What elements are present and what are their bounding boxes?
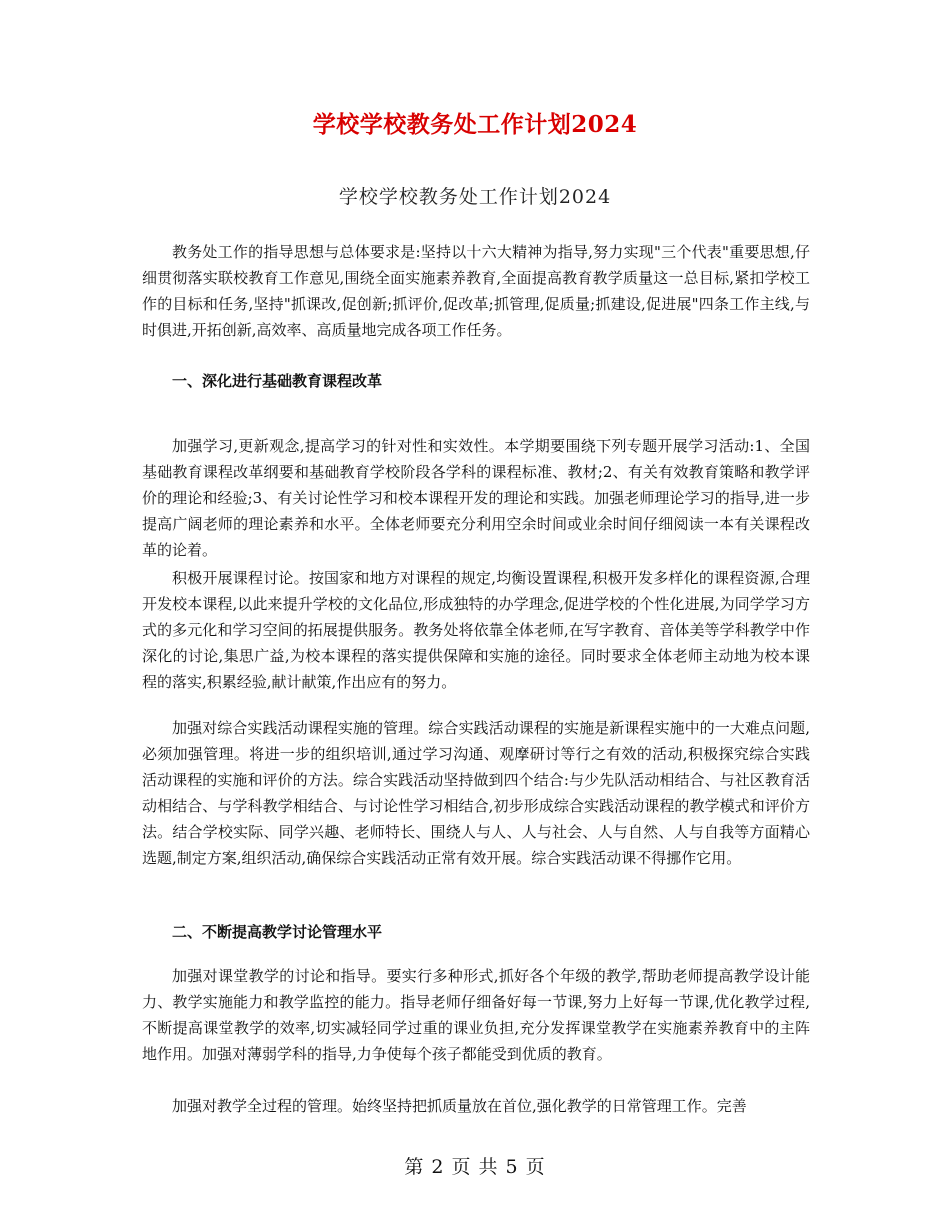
section-heading-1: 一、深化进行基础教育课程改革: [172, 372, 383, 390]
body-paragraph: 积极开展课程讨论。按国家和地方对课程的规定,均衡设置课程,积极开发多样化的课程资源,合理开发校本课程,以此来提升学校的文化品位,形成独特的办学理念,促进学校的个性化进展,为同学学习方式的多元化和学习空间的拓展提供服务。教务处将依靠全体老师,在写字教育、音体美等学科教学中作深化的讨论,集思广益,为校本课程的落实提供保障和实施的途径。同时要求全体老师主动地为校本课程的落实,积累经验,献计献策,作出应有的努力。: [142, 569, 810, 691]
section2-paragraph-2-block: [142, 1093, 810, 1119]
section1-paragraph-1-block: [142, 433, 810, 563]
intro-paragraph: 教务处工作的指导思想与总体要求是:坚持以十六大精神为指导,努力实现"三个代表"重要思想,仔细贯彻落实联校教育工作意见,围绕全面实施素养教育,全面提高教育教学质量这一总目标,紧扣学校工作的目标和任务,坚持"抓课改,促创新;抓评价,促改革;抓管理,促质量;抓建设,促进展"四条工作主线,与时俱进,开拓创新,高效率、高质量地完成各项工作任务。: [142, 243, 810, 339]
body-paragraph: 加强学习,更新观念,提高学习的针对性和实效性。本学期要围绕下列专题开展学习活动:1、全国基础教育课程改革纲要和基础教育学校阶段各学科的课程标准、教材;2、有关有效教育策略和教学评价的理论和经验;3、有关讨论性学习和校本课程开发的理论和实践。加强老师理论学习的指导,进一步提高广阔老师的理论素养和水平。全体老师要充分利用空余时间或业余时间仔细阅读一本有关课程改革的论着。: [142, 437, 810, 559]
intro-block: [142, 239, 810, 343]
body-paragraph: 加强对综合实践活动课程实施的管理。综合实践活动课程的实施是新课程实施中的一大难点问题,必须加强管理。将进一步的组织培训,通过学习沟通、观摩研讨等行之有效的活动,积极探究综合实践活动课程的实施和评价的方法。综合实践活动坚持做到四个结合:与少先队活动相结合、与社区教育活动相结合、与学科教学相结合、与讨论性学习相结合,初步形成综合实践活动课程的教学模式和评价方法。结合学校实际、同学兴趣、老师特长、围绕人与人、人与社会、人与自然、人与自我等方面精心选题,制定方案,组织活动,确保综合实践活动正常有效开展。综合实践活动课不得挪作它用。: [142, 719, 810, 867]
body-paragraph: 加强对课堂教学的讨论和指导。要实行多种形式,抓好各个年级的教学,帮助老师提高教学设计能力、教学实施能力和教学监控的能力。指导老师仔细备好每一节课,努力上好每一节课,优化教学过程,不断提高课堂教学的效率,切实减轻同学过重的课业负担,充分发挥课堂教学在实施素养教育中的主阵地作用。加强对薄弱学科的指导,力争使每个孩子都能受到优质的教育。: [142, 967, 810, 1063]
section1-paragraph-3-block: [142, 715, 810, 871]
body-paragraph: 加强对教学全过程的管理。始终坚持把抓质量放在首位,强化教学的日常管理工作。完善: [172, 1097, 747, 1115]
page-number-footer: 第 2 页 共 5 页: [404, 1156, 546, 1178]
section1-paragraph-2-block: [142, 565, 810, 695]
document-title: 学校学校教务处工作计划2024: [312, 111, 638, 138]
section-heading-2: 二、不断提高教学讨论管理水平: [172, 923, 383, 941]
section2-paragraph-1-block: [142, 963, 810, 1067]
document-subtitle: 学校学校教务处工作计划2024: [338, 186, 612, 208]
